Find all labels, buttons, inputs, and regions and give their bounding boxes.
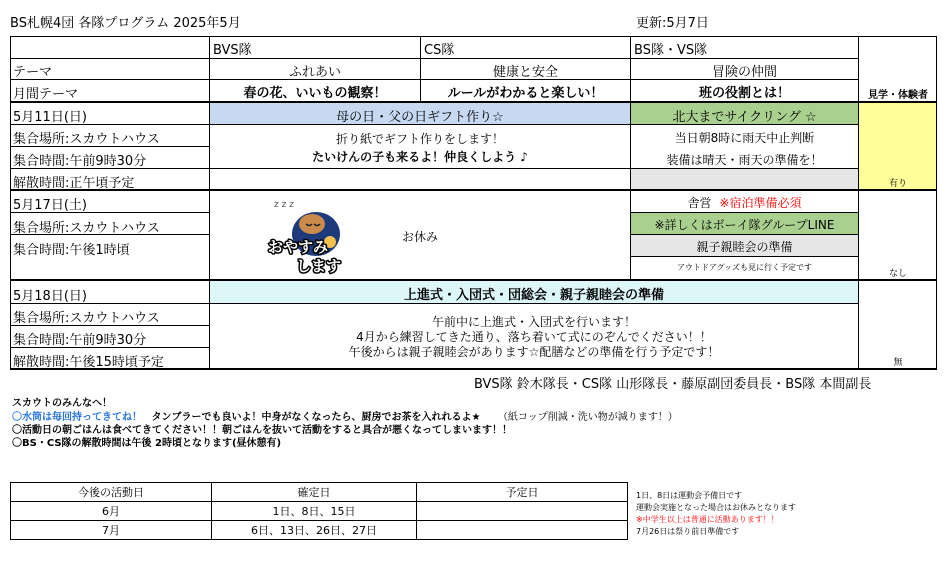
column-header-bs-vs: BS隊・VS隊 xyxy=(634,43,708,58)
table-header-cell: 今後の活動日 xyxy=(11,483,212,502)
notes-line1-blue: 〇水筒は毎回持ってきてね！ xyxy=(12,412,142,423)
sleep-text-line2: します xyxy=(296,257,342,275)
day2-bs-line1-b: ※宿泊準備必須 xyxy=(719,196,802,210)
column-header-cs: CS隊 xyxy=(424,43,455,58)
side-note-4: 7月26日は祭り前日準備です xyxy=(636,527,740,536)
side-note-2: 運動会実施となった場合はお休みとなります xyxy=(636,503,796,512)
table-cell xyxy=(417,502,628,521)
day2-bs-line2: ※詳しくはボーイ隊グループLINE xyxy=(654,218,835,232)
day1-bvs-cs-title: 母の日・父の日ギフト作り☆ xyxy=(336,110,504,125)
column-header-bvs: BVS隊 xyxy=(213,43,252,58)
notes-heading: スカウトのみんなへ！ xyxy=(12,398,112,409)
column-header-visitor: 見学・体験者 xyxy=(868,90,928,101)
monthly-theme-bs: 班の役割とは！ xyxy=(698,86,790,101)
day3-visitor: 無 xyxy=(893,358,903,368)
day2-rest-label: お休み xyxy=(402,230,439,244)
day1-visitor: 有り xyxy=(888,179,907,189)
side-note-1: 1日、8日は運動会予備日です xyxy=(636,491,743,500)
day2-place: 集合場所:スカウトハウス xyxy=(13,221,160,236)
day1-bs-line2: 装備は晴天・雨天の準備を！ xyxy=(666,153,823,167)
table-cell: 1日、8日、15日 xyxy=(212,502,417,521)
day2-bs-line3: 親子親睦会の準備 xyxy=(696,240,793,254)
day3-date: 5月18日(日) xyxy=(13,289,87,304)
day3-dismiss: 解散時間:午後15時頃予定 xyxy=(13,355,164,370)
day3-line3: 午後からは親子親睦会があります☆配膳などの準備を行う予定です！ xyxy=(348,345,720,359)
day1-bs-title: 北大までサイクリング ☆ xyxy=(672,110,817,125)
notes-line1-paren: （紙コップ削減・洗い物が減ります！） xyxy=(497,412,678,423)
day3-line2: 4月から練習してきた通り、落ち着いて式にのぞんでください！！ xyxy=(356,330,712,344)
table-row xyxy=(11,502,628,521)
day3-time: 集合時間:午前9時30分 xyxy=(13,333,147,348)
svg-text:z z z: z z z xyxy=(274,200,294,210)
notes-line1-rest: タンブラーでも良いよ！中身がなくなったら、厨房でお茶を入れれるよ★ xyxy=(151,412,481,423)
day1-gray-fill xyxy=(630,168,858,189)
table-header-cell: 確定日 xyxy=(212,483,417,502)
theme-bvs: ふれあい xyxy=(288,65,341,80)
table-header-cell: 予定日 xyxy=(417,483,628,502)
day1-date: 5月11日(日) xyxy=(13,110,87,125)
day2-visitor: なし xyxy=(888,269,907,279)
theme-label: テーマ xyxy=(13,65,53,80)
document-title: BS札幌4団 各隊プログラム 2025年5月 xyxy=(10,16,241,31)
table-cell: 6日、13日、26日、27日 xyxy=(212,521,417,540)
side-note-3: ※中学生以上は普通に活動あります！！ xyxy=(636,515,779,524)
day3-line1: 午前中に上進式・入団式を行います！ xyxy=(431,315,636,329)
day2-bs-line1 xyxy=(631,194,858,211)
day2-bs-line4: アウトドアグッズも見に行く予定です xyxy=(676,263,813,272)
table-cell xyxy=(417,521,628,540)
day1-bvs-cs-line2: たいけんの子も来るよ！仲良くしよう ♪ xyxy=(312,150,528,164)
updated-date: 更新:5月7日 xyxy=(636,16,709,31)
notes-line2: 〇活動日の朝ごはんは食べてきてください！！朝ごはんを抜いて活動をすると具合が悪くなってしまいます！！ xyxy=(12,425,512,436)
table-row xyxy=(11,521,628,540)
sleep-text-line1: おやすみ xyxy=(268,238,329,256)
schedule-table xyxy=(10,482,628,540)
day1-bs-line1: 当日朝8時に雨天中止判断 xyxy=(674,131,815,145)
table-header-row xyxy=(11,483,628,502)
day3-title: 上進式・入団式・団総会・親子親睦会の準備 xyxy=(403,288,664,303)
table-cell: 7月 xyxy=(11,521,212,540)
table-cell: 6月 xyxy=(11,502,212,521)
day1-time: 集合時間:午前9時30分 xyxy=(13,154,147,169)
day3-place: 集合場所:スカウトハウス xyxy=(13,311,160,326)
day2-bs-line1-a: 舎営 xyxy=(687,196,712,210)
day1-bvs-cs-line1: 折り紙でギフト作りをします！ xyxy=(335,132,504,146)
day2-time: 集合時間:午後1時頃 xyxy=(13,243,130,258)
monthly-theme-bvs: 春の花、いいもの観察！ xyxy=(243,86,387,101)
theme-cs: 健康と安全 xyxy=(492,65,558,80)
day1-place: 集合場所:スカウトハウス xyxy=(13,132,160,147)
day1-dismiss: 解散時間:正午頃予定 xyxy=(13,176,135,191)
monthly-theme-label: 月間テーマ xyxy=(13,87,79,102)
day2-date: 5月17日(土) xyxy=(13,198,87,213)
monthly-theme-cs: ルールがわかると楽しい！ xyxy=(447,86,604,101)
leaders-line: BVS隊 鈴木隊長・CS隊 山形隊長・藤原副団委員長・BS隊 本間副長 xyxy=(474,377,872,392)
theme-bs: 冒険の仲間 xyxy=(711,65,777,80)
notes-line3: 〇BS・CS隊の解散時間は午後 2時頃となります(昼休憩有) xyxy=(12,438,282,449)
